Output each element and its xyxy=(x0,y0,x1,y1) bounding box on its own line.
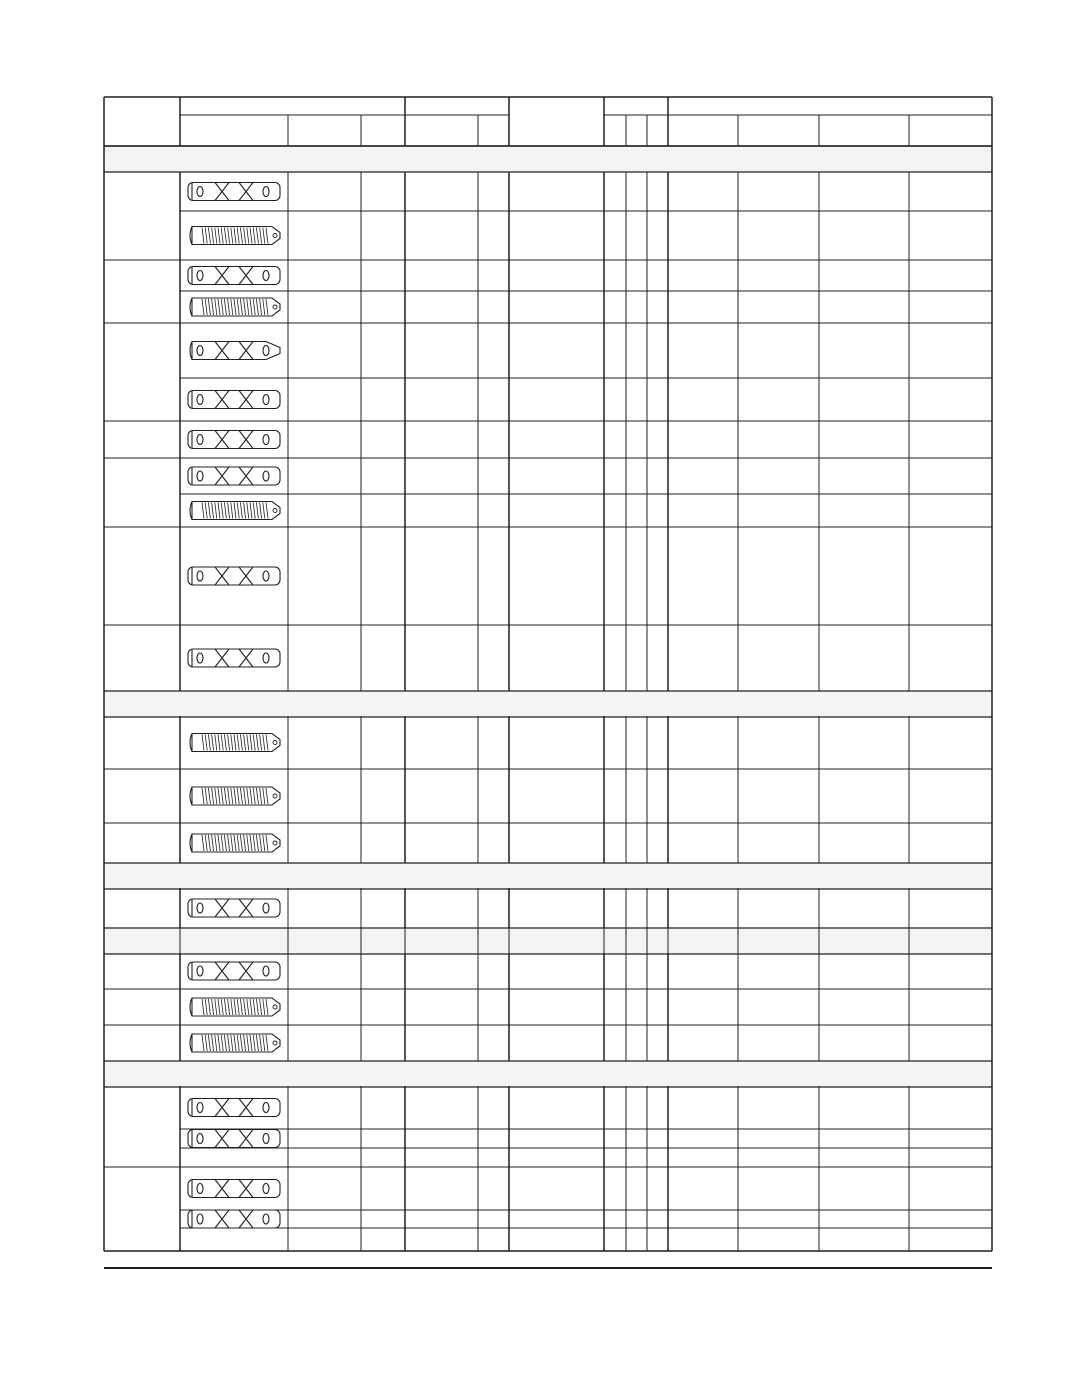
section-band xyxy=(104,863,992,889)
threaded-pin-icon xyxy=(190,734,280,752)
section-band xyxy=(104,928,992,954)
cross-pin-icon xyxy=(188,649,280,667)
section-header-bands xyxy=(104,146,992,1087)
cross-pin-icon xyxy=(188,183,280,201)
section-band xyxy=(104,1061,992,1087)
threaded-pin-icon xyxy=(190,298,280,316)
threaded-pin-icon xyxy=(190,1034,280,1052)
threaded-pin-icon xyxy=(190,502,280,520)
section-band xyxy=(104,146,992,172)
tapered-cross-pin-icon xyxy=(190,342,280,360)
cross-pin-icon xyxy=(188,567,280,585)
cross-pin-icon xyxy=(188,962,280,980)
section-band xyxy=(104,691,992,717)
cross-pin-icon xyxy=(188,1130,280,1148)
cross-pin-icon xyxy=(188,391,280,409)
cross-pin-icon xyxy=(188,467,280,485)
cross-pin-icon xyxy=(188,431,280,449)
threaded-pin-icon xyxy=(190,787,280,805)
cross-pin-icon xyxy=(188,899,280,917)
threaded-pin-icon xyxy=(190,998,280,1016)
threaded-pin-icon xyxy=(190,834,280,852)
cross-pin-icon xyxy=(188,267,280,285)
cross-pin-icon xyxy=(188,1210,280,1228)
threaded-pin-icon xyxy=(190,227,280,245)
cross-pin-icon xyxy=(188,1180,280,1198)
cross-pin-icon xyxy=(188,1099,280,1117)
